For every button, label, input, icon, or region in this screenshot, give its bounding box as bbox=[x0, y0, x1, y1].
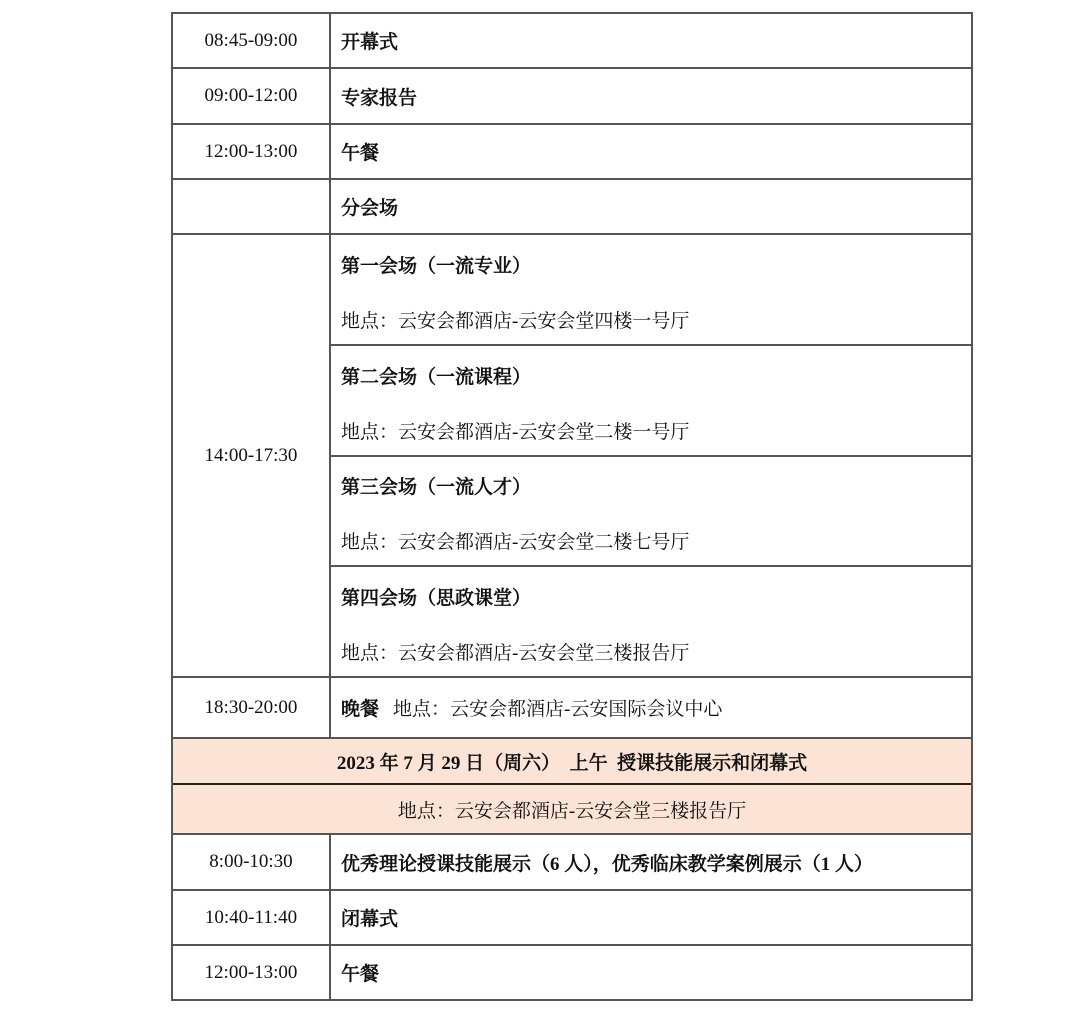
time-cell: 08:45-09:00 bbox=[204, 29, 298, 51]
session-name: 第一会场（一流专业） bbox=[341, 255, 532, 277]
divider bbox=[172, 12, 973, 14]
event-cell: 午餐 bbox=[341, 143, 380, 164]
divider bbox=[171, 12, 173, 1001]
time-cell: 18:30-20:00 bbox=[204, 696, 298, 718]
session-location: 地点：云安会都酒店-云安会堂三楼报告厅 bbox=[341, 642, 690, 664]
divider bbox=[330, 344, 973, 346]
time-cell: 14:00-17:30 bbox=[204, 444, 298, 466]
session-name: 第二会场（一流课程） bbox=[341, 366, 532, 388]
divider bbox=[172, 67, 973, 69]
divider bbox=[172, 944, 973, 946]
divider bbox=[172, 833, 973, 835]
event-cell: 优秀理论授课技能展示（6 人），优秀临床教学案例展示（1 人） bbox=[341, 853, 874, 875]
divider bbox=[330, 565, 973, 567]
time-cell: 12:00-13:00 bbox=[204, 140, 298, 162]
event-cell: 午餐 bbox=[341, 964, 380, 985]
divider bbox=[172, 178, 973, 180]
dinner-location: 地点：云安会都酒店-云安国际会议中心 bbox=[393, 699, 723, 720]
divider bbox=[329, 12, 331, 738]
session-name: 第四会场（思政课堂） bbox=[341, 587, 532, 609]
session-location: 地点：云安会都酒店-云安会堂二楼一号厅 bbox=[341, 421, 690, 443]
divider bbox=[330, 455, 973, 457]
divider bbox=[971, 12, 973, 1001]
time-cell: 12:00-13:00 bbox=[204, 961, 298, 983]
time-cell: 09:00-12:00 bbox=[204, 85, 298, 106]
event-cell: 分会场 bbox=[341, 198, 399, 219]
time-cell: 10:40-11:40 bbox=[204, 906, 298, 928]
dinner-cell bbox=[330, 677, 972, 738]
event-cell: 专家报告 bbox=[341, 87, 418, 109]
day-location: 地点：云安会都酒店-云安会堂三楼报告厅 bbox=[172, 784, 972, 834]
divider bbox=[172, 676, 973, 678]
day-header: 2023 年 7 月 29 日（周六） 上午 授课技能展示和闭幕式 bbox=[172, 738, 972, 784]
divider bbox=[172, 123, 973, 125]
time-cell bbox=[172, 179, 330, 234]
dinner-label: 晚餐 bbox=[341, 699, 380, 720]
divider bbox=[172, 999, 973, 1001]
divider bbox=[172, 889, 973, 891]
session-location: 地点：云安会都酒店-云安会堂四楼一号厅 bbox=[341, 310, 690, 332]
event-cell: 闭幕式 bbox=[341, 909, 399, 930]
session-name: 第三会场（一流人才） bbox=[341, 476, 532, 498]
session-location: 地点：云安会都酒店-云安会堂二楼七号厅 bbox=[341, 531, 690, 553]
time-cell: 8:00-10:30 bbox=[209, 851, 293, 872]
divider bbox=[329, 833, 331, 1000]
event-cell: 开幕式 bbox=[341, 32, 399, 53]
divider bbox=[172, 233, 973, 235]
divider bbox=[172, 737, 973, 739]
divider bbox=[172, 783, 973, 785]
